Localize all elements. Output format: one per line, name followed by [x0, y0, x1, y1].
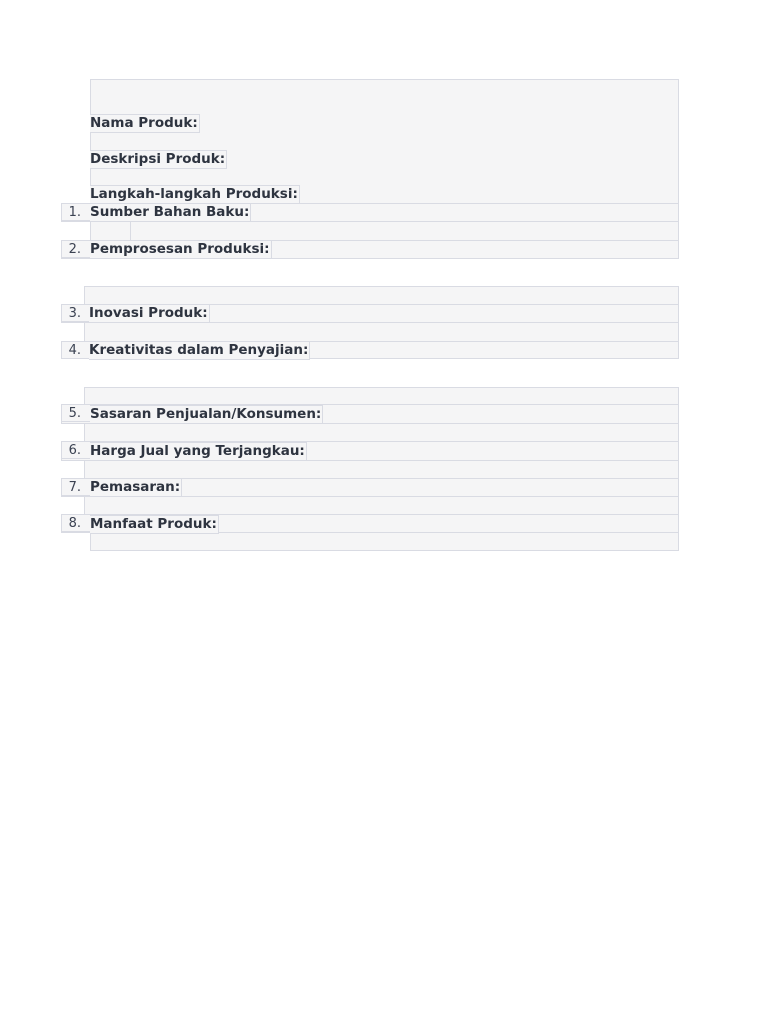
row-band: [130, 221, 679, 241]
row-band: [84, 496, 679, 515]
list-item-number: 1.: [61, 203, 90, 221]
list-item-text: Pemprosesan Produksi:: [90, 241, 270, 257]
nama-produk-label: [90, 114, 200, 133]
langkah-produksi-label: [90, 185, 300, 204]
row-band: [84, 423, 679, 442]
list-item-number: 2.: [61, 240, 90, 258]
list-item-number: 4.: [61, 341, 90, 359]
row-band: [84, 387, 679, 405]
list-item-text: Harga Jual yang Terjangkau:: [90, 443, 305, 459]
list-item-label: [90, 478, 182, 497]
list-item-text: Sasaran Penjualan/Konsumen:: [90, 406, 322, 422]
row-band: [84, 460, 679, 479]
list-item-text: Manfaat Produk:: [90, 516, 217, 532]
list-item-text: Sumber Bahan Baku:: [90, 204, 250, 220]
field-label-text: Nama Produk:: [90, 115, 198, 131]
deskripsi-produk-label: [90, 150, 227, 169]
list-item-number: 7.: [61, 478, 90, 496]
row-band: [90, 532, 679, 551]
list-item-number: 6.: [61, 441, 90, 459]
list-item-text: Inovasi Produk:: [89, 305, 208, 321]
list-item-number: 8.: [61, 514, 90, 532]
list-item-label: [90, 240, 272, 259]
list-item-text: Kreativitas dalam Penyajian:: [89, 342, 309, 358]
list-item-label: [89, 304, 210, 323]
list-item-label: [90, 442, 307, 461]
list-item-label: [90, 203, 251, 222]
list-item-text: Pemasaran:: [90, 479, 181, 495]
row-band: [84, 286, 679, 305]
list-item-number: 5.: [61, 404, 90, 422]
field-label-text: Deskripsi Produk:: [90, 151, 226, 167]
list-item-label: [90, 515, 219, 534]
row-band: [84, 322, 679, 342]
list-item-label: [89, 341, 310, 360]
field-label-text: Langkah-langkah Produksi:: [90, 186, 298, 202]
list-item-number: 3.: [61, 304, 90, 322]
list-item-label: [90, 405, 323, 424]
